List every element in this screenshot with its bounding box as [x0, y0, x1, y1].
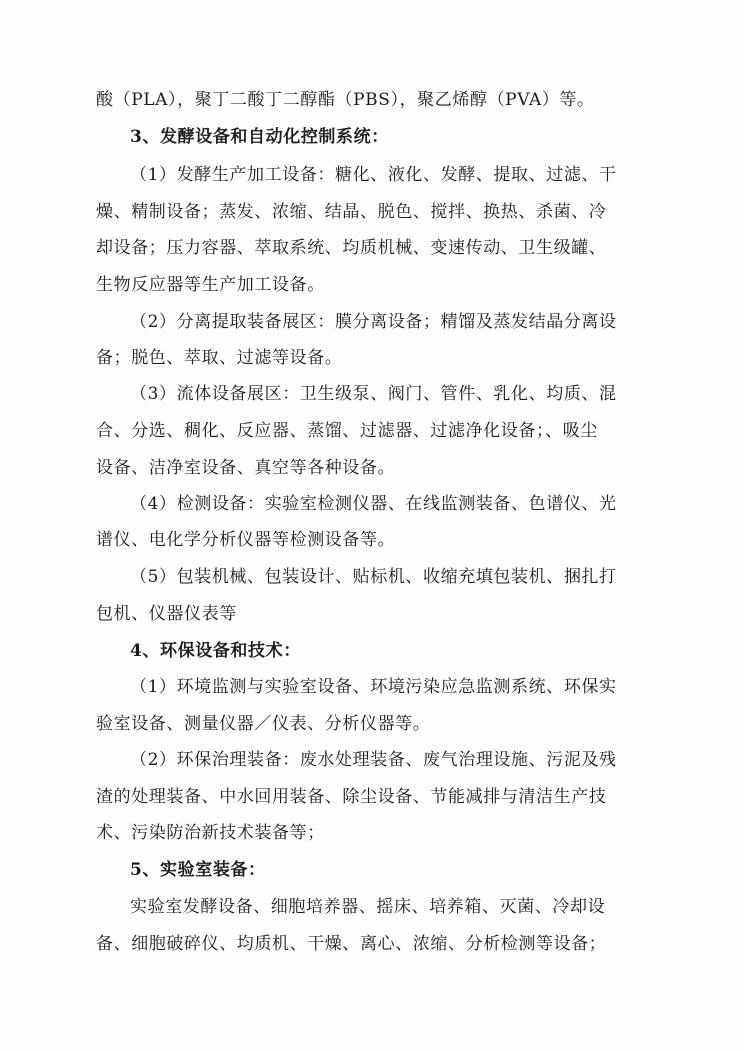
- text-line: （1）发酵生产加工设备：糖化、液化、发酵、提取、过滤、干: [130, 165, 617, 185]
- section-heading-4: 4、环保设备和技术：: [130, 641, 301, 661]
- text-line: 渣的处理装备、中水回用装备、除尘设备、节能减排与清洁生产技: [96, 787, 607, 807]
- text-line: 实验室发酵设备、细胞培养器、摇床、培养箱、灭菌、冷却设: [130, 897, 606, 917]
- text-line: 生物反应器等生产加工设备。: [96, 275, 325, 295]
- text-line: 酸（PLA），聚丁二酸丁二醇酯（PBS），聚乙烯醇（PVA）等。: [96, 90, 595, 110]
- text-line: 燥、精制设备；蒸发、浓缩、结晶、脱色、搅拌、换热、杀菌、冷: [96, 202, 607, 222]
- text-line: （4）检测设备：实验室检测仪器、在线监测装备、色谱仪、光: [130, 494, 617, 514]
- text-line: 包机、仪器仪表等: [96, 604, 237, 624]
- text-line: （2）环保治理装备：废水处理装备、废气治理设施、污泥及残: [130, 750, 617, 770]
- text-line: （1）环境监测与实验室设备、环境污染应急监测系统、环保实: [130, 677, 617, 697]
- section-heading-5: 5、实验室装备：: [130, 860, 266, 880]
- text-line: 合、分选、稠化、反应器、蒸馏、过滤器、过滤净化设备；、吸尘: [96, 421, 598, 441]
- text-line: （5）包装机械、包装设计、贴标机、收缩充填包装机、捆扎打: [130, 567, 617, 587]
- text-line: 备；脱色、萃取、过滤等设备。: [96, 348, 343, 368]
- text-line: 谱仪、电化学分析仪器等检测设备等。: [96, 530, 396, 550]
- text-line: （2）分离提取装备展区：膜分离设备；精馏及蒸发结晶分离设: [130, 312, 617, 332]
- section-heading-3: 3、发酵设备和自动化控制系统：: [130, 127, 389, 147]
- text-line: 验室设备、测量仪器／仪表、分析仪器等。: [96, 714, 431, 734]
- text-line: 备、细胞破碎仪、均质机、干燥、离心、浓缩、分析检测等设备；: [96, 934, 607, 954]
- text-line: 术、污染防治新技术装备等；: [96, 823, 325, 843]
- text-line: （3）流体设备展区：卫生级泵、阀门、管件、乳化、均质、混: [130, 384, 617, 404]
- text-line: 设备、洁净室设备、真空等各种设备。: [96, 458, 396, 478]
- text-line: 却设备；压力容器、萃取系统、均质机械、变速传动、卫生级罐、: [96, 238, 607, 258]
